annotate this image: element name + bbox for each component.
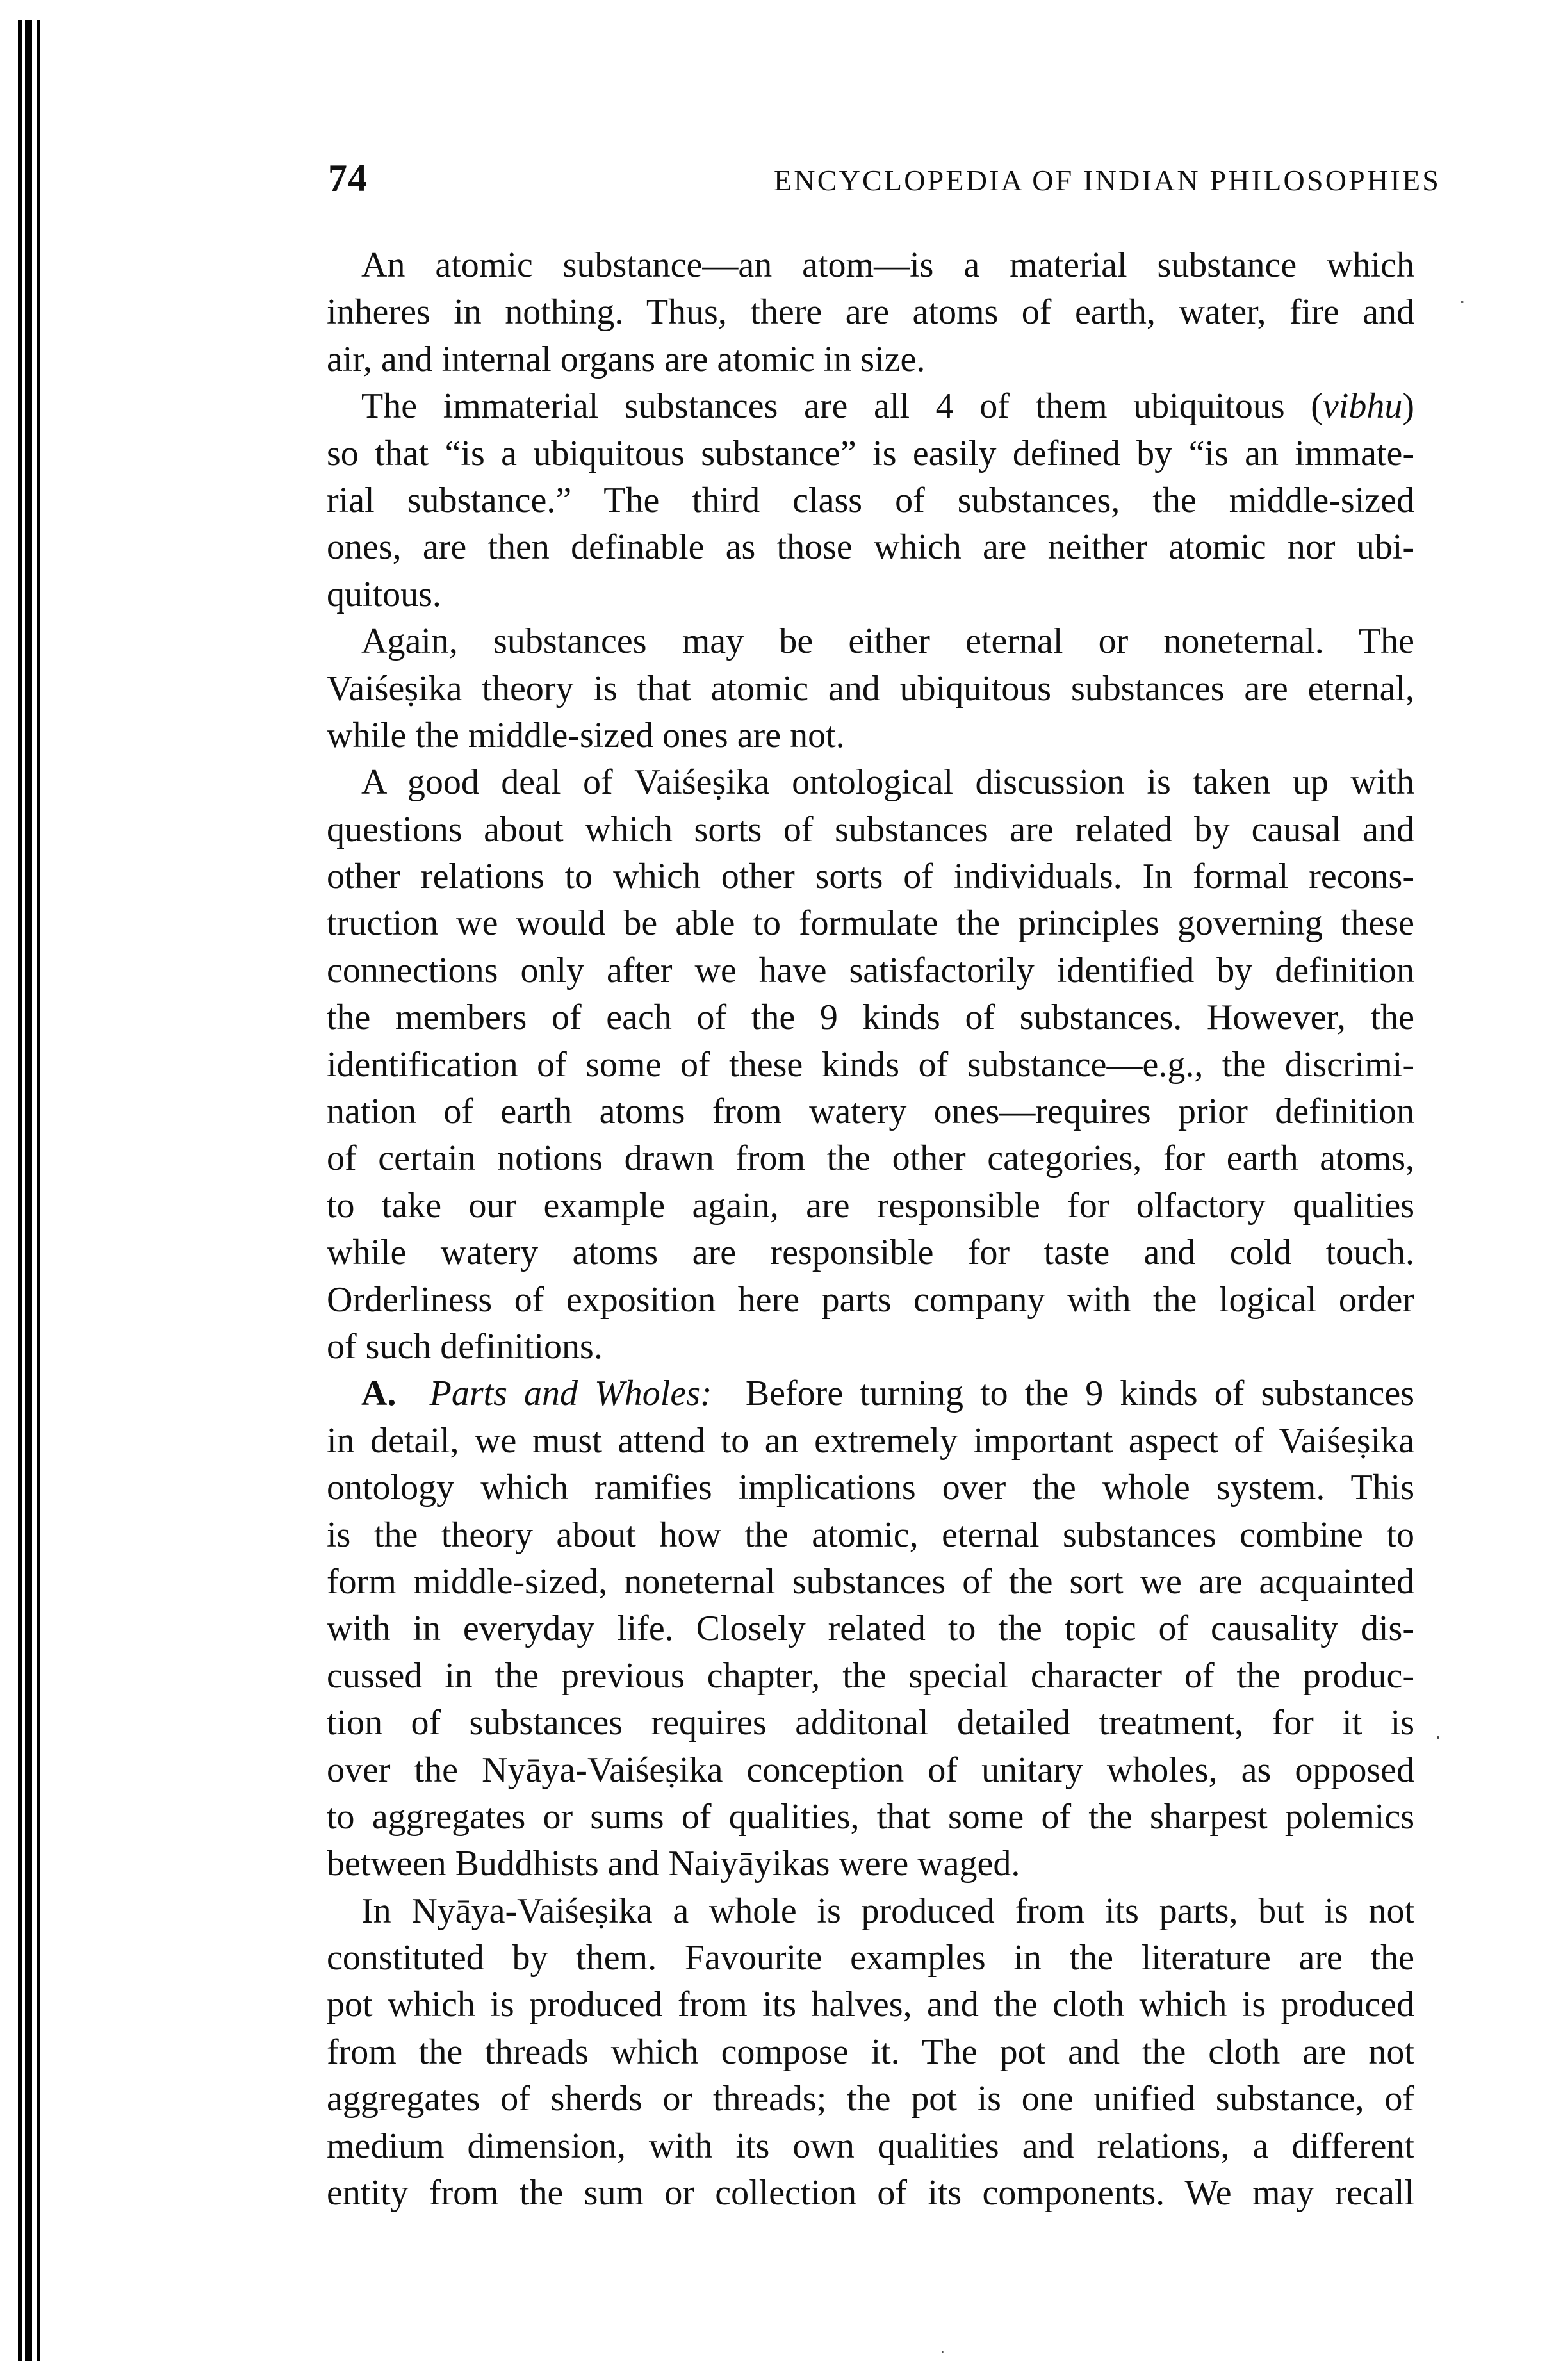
body-text <box>327 242 1414 2217</box>
text-line: over the Nyāya-Vaiśeṣika conception of unitary wholes, as opposed <box>327 1750 1414 1790</box>
scan-speck <box>1437 1736 1439 1739</box>
section-title: Parts and Wholes: <box>429 1374 712 1414</box>
text-line: inheres in nothing. Thus, there are atoms of earth, water, fire and <box>327 292 1414 332</box>
text-line: truction we would be able to formulate the principles governing these <box>327 903 1414 944</box>
text-line: cussed in the previous chapter, the special character of the produc- <box>327 1655 1414 1696</box>
text-line: is the theory about how the atomic, eternal substances combine to <box>327 1514 1414 1555</box>
text-line: of certain notions drawn from the other categories, for earth atoms, <box>327 1138 1414 1179</box>
section-paragraph <box>327 1370 1414 1887</box>
section-label: A. <box>361 1374 397 1414</box>
text-line: medium dimension, with its own qualities and relations, a different <box>327 2126 1414 2166</box>
text-line: the members of each of the 9 kinds of substances. However, the <box>327 997 1414 1038</box>
text-line: questions about which sorts of substances are related by causal and <box>327 809 1414 849</box>
text-line: pot which is produced from its halves, and the cloth which is produced <box>327 1985 1414 2025</box>
text-line: ontology which ramifies implications over the whole system. This <box>327 1468 1414 1508</box>
running-head: ENCYCLOPEDIA OF INDIAN PHILOSOPHIES <box>774 164 1441 197</box>
section-heading-line <box>327 1370 1414 1417</box>
paragraph <box>327 618 1414 759</box>
text-span: The immaterial substances are all 4 of them ubiquitous ( <box>361 386 1323 427</box>
text-line: to aggregates or sums of qualities, that some of the sharpest polemics <box>327 1796 1414 1837</box>
text-line: Again, substances may be either eternal or noneternal. The <box>361 621 1414 662</box>
text-line: rial substance.” The third class of substances, the middle-sized <box>327 480 1414 520</box>
text-line: ones, are then definable as those which are neither atomic nor ubi- <box>327 527 1414 568</box>
binding-line-2 <box>25 20 32 2361</box>
binding-line-1 <box>18 20 22 2361</box>
text-line <box>327 383 1414 430</box>
text-line: between Buddhists and Naiyāyikas were waged. <box>327 1844 1020 1884</box>
text-line: Orderliness of exposition here parts company with the logical order <box>327 1279 1414 1320</box>
text-span: Before turning to the 9 kinds of substances <box>745 1374 1415 1414</box>
text-line: to take our example again, are responsible for olfactory qualities <box>327 1185 1414 1226</box>
text-line: in detail, we must attend to an extremely important aspect of Vaiśeṣika <box>327 1420 1414 1461</box>
text-line: while the middle-sized ones are not. <box>327 715 845 755</box>
text-line: identification of some of these kinds of substance—e.g., the discrimi- <box>327 1044 1414 1085</box>
text-line: with in everyday life. Closely related to the topic of causality dis- <box>327 1609 1414 1649</box>
text-line: aggregates of sherds or threads; the pot is one unified substance, of <box>327 2079 1414 2119</box>
text-line: from the threads which compose it. The pot and the cloth are not <box>327 2031 1414 2072</box>
text-line: entity from the sum or collection of its components. We may recall <box>327 2173 1414 2213</box>
text-line: while watery atoms are responsible for taste and cold touch. <box>327 1233 1414 1273</box>
scan-speck <box>1461 301 1464 303</box>
text-line: connections only after we have satisfactorily identified by definition <box>327 950 1414 990</box>
paragraph <box>327 759 1414 1370</box>
text-span: ) <box>1402 386 1414 427</box>
page-number: 74 <box>328 157 368 199</box>
binding-line-3 <box>37 20 40 2361</box>
text-line: tion of substances requires additonal detailed treatment, for it is <box>327 1703 1414 1743</box>
text-line: nation of earth atoms from watery ones—requires prior definition <box>327 1092 1414 1132</box>
text-line: air, and internal organs are atomic in size. <box>327 339 926 379</box>
text-line: form middle-sized, noneternal substances of the sort we are acquainted <box>327 1561 1414 1602</box>
text-line: other relations to which other sorts of individuals. In formal recons- <box>327 857 1414 897</box>
text-line: A good deal of Vaiśeṣika ontological discussion is taken up with <box>361 762 1414 803</box>
paragraph <box>327 242 1414 383</box>
text-line: constituted by them. Favourite examples in the literature are the <box>327 1938 1414 1978</box>
text-line: of such definitions. <box>327 1326 603 1366</box>
italic-term: vibhu <box>1322 386 1403 427</box>
paragraph <box>327 383 1414 618</box>
scan-speck <box>942 2351 944 2353</box>
text-line: quitous. <box>327 574 441 614</box>
text-line: Vaiśeṣika theory is that atomic and ubiquitous substances are eternal, <box>327 668 1414 709</box>
text-line: In Nyāya-Vaiśeṣika a whole is produced from its parts, but is not <box>361 1891 1414 1931</box>
text-line: An atomic substance—an atom—is a material substance which <box>361 245 1414 285</box>
paragraph <box>327 1888 1414 2217</box>
text-line: so that “is a ubiquitous substance” is easily defined by “is an immate- <box>327 433 1414 473</box>
